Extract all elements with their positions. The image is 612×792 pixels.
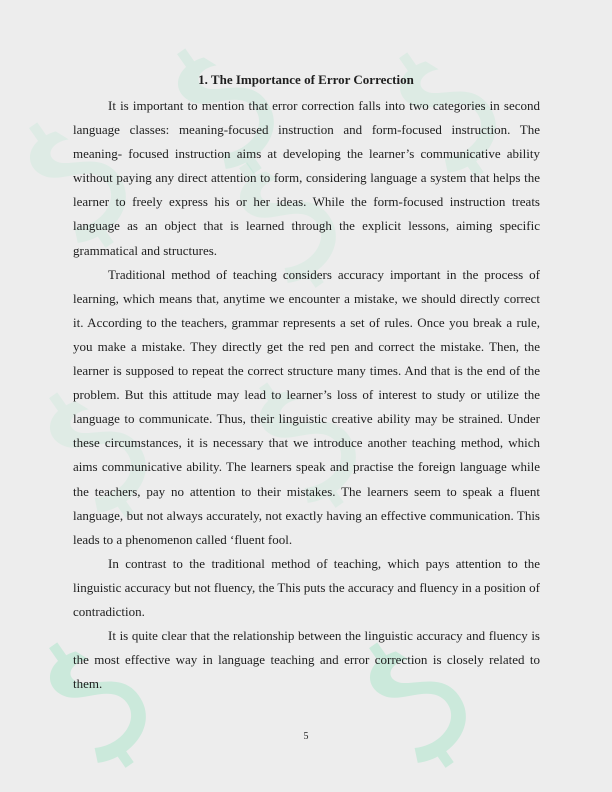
paragraph: In contrast to the traditional method of teaching, which pays attention to the linguistic accuracy but not fluency, the This puts the accuracy and fluency in a position of contradiction. (73, 555, 540, 619)
paragraph: It is quite clear that the relationship between the linguistic accuracy and fluency is the most effective way in language teaching and error correction is closely related to them. (73, 628, 540, 692)
body-text (73, 94, 540, 696)
page-number: 5 (303, 731, 309, 742)
paragraph: Traditional method of teaching considers accuracy important in the process of learning, which means that, anytime we encounter a mistake, we should directly correct it. According to the teachers, grammar represents a set of rules. Once you break a rule, you make a mistake. They directly get the red pen and correct the mistake. Then, the learner is supposed to repeat the correct structure many times. And that is the end of the problem. But this attitude may lead to learner’s loss of interest to study or utilize the language to communicate. Thus, their linguistic creative ability may be strained. Under these circumstances, it is necessary that we introduce another teaching method, which aims communicative ability. The learners speak and practise the foreign language while the teachers, pay no attention to their mistakes. The learners seem to speak a fluent language, but not always accurately, not exactly having an effective communication. This leads to a phenomenon called ‘fluent fool. (73, 266, 540, 547)
paragraph: It is important to mention that error correction falls into two categories in second language classes: meaning-focused instruction and form-focused instruction. The meaning- focused instruction aims at developing the learner’s communicative ability without paying any direct attention to form, considering language a system that helps the learner to freely express his or her ideas. While the form-focused instruction treats language as an object that is learned through the explicit lessons, aiming specific grammatical and structures. (73, 98, 540, 258)
section-title: 1. The Importance of Error Correction (198, 72, 414, 87)
